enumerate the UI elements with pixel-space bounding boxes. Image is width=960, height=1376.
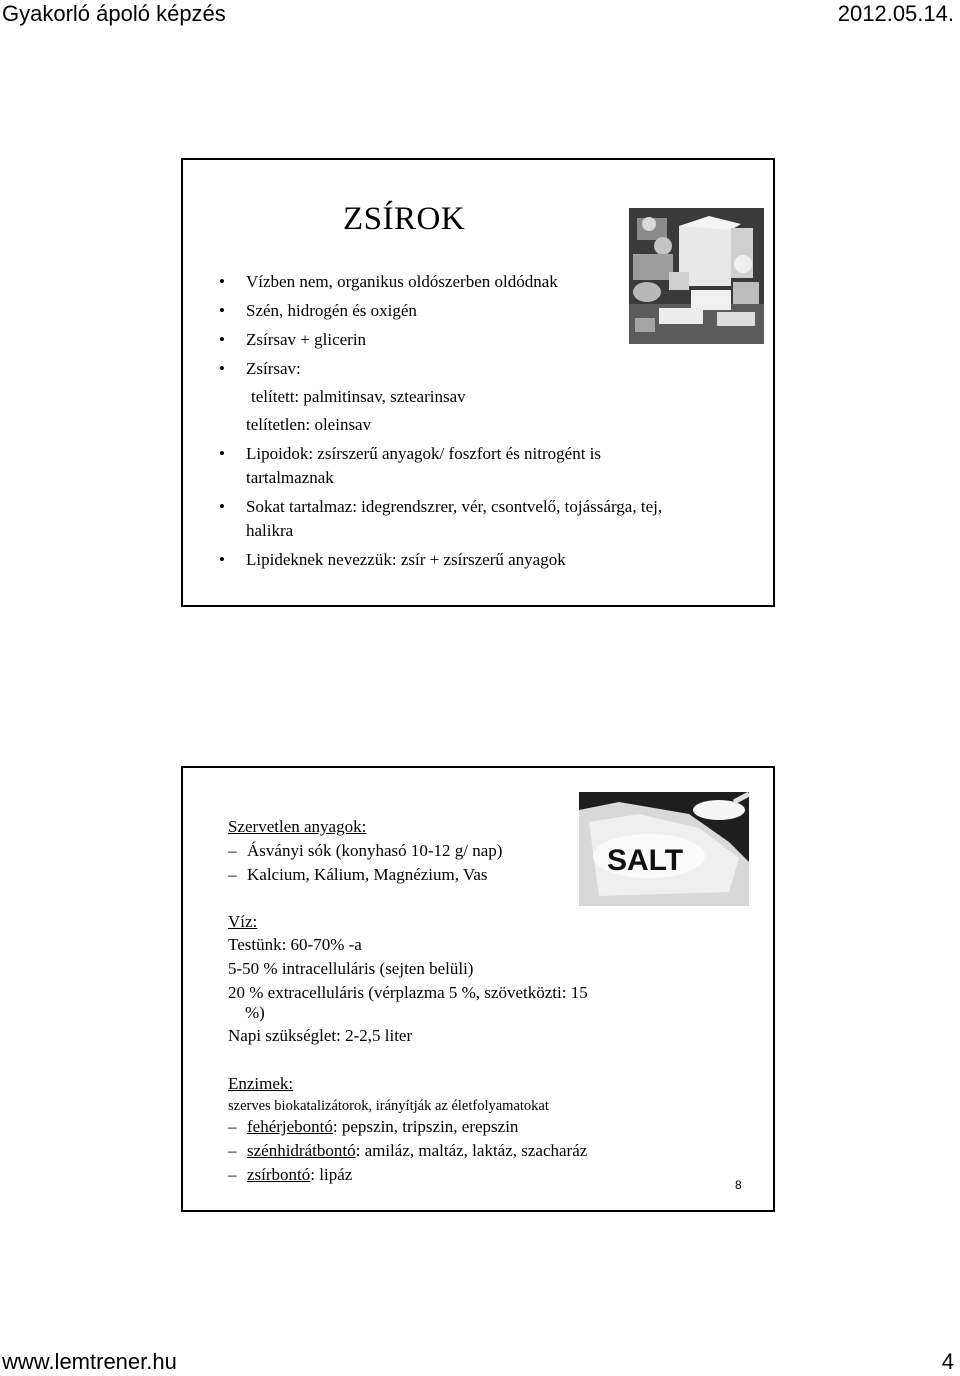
- list-item: – Kalcium, Kálium, Magnézium, Vas: [228, 865, 488, 884]
- water-line: %): [245, 1003, 265, 1022]
- bullet-dot: •: [219, 330, 225, 349]
- water-heading: Víz:: [228, 912, 258, 931]
- dash-marker: –: [228, 841, 237, 860]
- water-line: Testünk: 60-70% -a: [228, 935, 362, 954]
- bullet-dot: •: [219, 550, 225, 569]
- enzyme-heading: Enzimek:: [228, 1074, 294, 1093]
- bullet-dot: •: [219, 359, 225, 378]
- bullet-dot: •: [219, 301, 225, 320]
- bullet-dot: •: [219, 272, 225, 291]
- fats-photo: [629, 208, 764, 344]
- dash-marker: –: [228, 865, 237, 884]
- footer-page-number: 4: [941, 1349, 954, 1374]
- slide-inorganic: [181, 766, 775, 1212]
- enzyme-intro: szerves biokatalizátorok, irányítják az életfolyamatokat: [228, 1098, 549, 1114]
- dash-marker: –: [228, 1141, 237, 1160]
- water-line: 5-50 % intracelluláris (sejten belüli): [228, 959, 474, 978]
- enzyme-item: – fehérjebontó: pepszin, tripszin, erepszin: [228, 1117, 519, 1136]
- bullet-dot: •: [219, 444, 225, 463]
- water-line: Napi szükséglet: 2-2,5 liter: [228, 1026, 413, 1045]
- enzyme-item: – szénhidrátbontó: amiláz, maltáz, laktáz, szacharáz: [228, 1141, 588, 1160]
- header-title: Gyakorló ápoló képzés: [2, 1, 226, 26]
- list-item: – Ásványi sók (konyhasó 10-12 g/ nap): [228, 841, 503, 860]
- water-line: 20 % extracelluláris (vérplazma 5 %, szövetközti: 15: [228, 983, 588, 1002]
- salt-photo-label: SALT: [607, 844, 684, 877]
- dash-marker: –: [228, 1117, 237, 1136]
- dash-marker: –: [228, 1165, 237, 1184]
- footer-url: www.lemtrener.hu: [2, 1349, 177, 1374]
- header-date: 2012.05.14.: [837, 1, 954, 26]
- salt-photo: [579, 792, 749, 906]
- slide-page-number: 8: [735, 1178, 742, 1192]
- enzyme-item: – zsírbontó: lipáz: [228, 1165, 353, 1184]
- inorganic-heading: Szervetlen anyagok:: [228, 817, 367, 836]
- slide-fats: ZSÍROK • Vízben nem, organikus oldószerben oldódnak • Szén, hidrogén és oxigén • Zsírsav + glicerin • Zsírsav: telített: palmitinsav, sztearinsav telítetlen: oleinsav • Lipoidok: zsírszerű anyagok/ foszfort és nitrogént is tartalmaznak • Sokat tartalmaz: idegrendszrer, vér, csontvelő, tojássárga, tej, halikra • Lipideknek nevezzük: zsír + zsírszerű anyagok: [181, 158, 775, 607]
- bullet-dot: •: [219, 497, 225, 516]
- slide-title: ZSÍROK: [343, 201, 466, 237]
